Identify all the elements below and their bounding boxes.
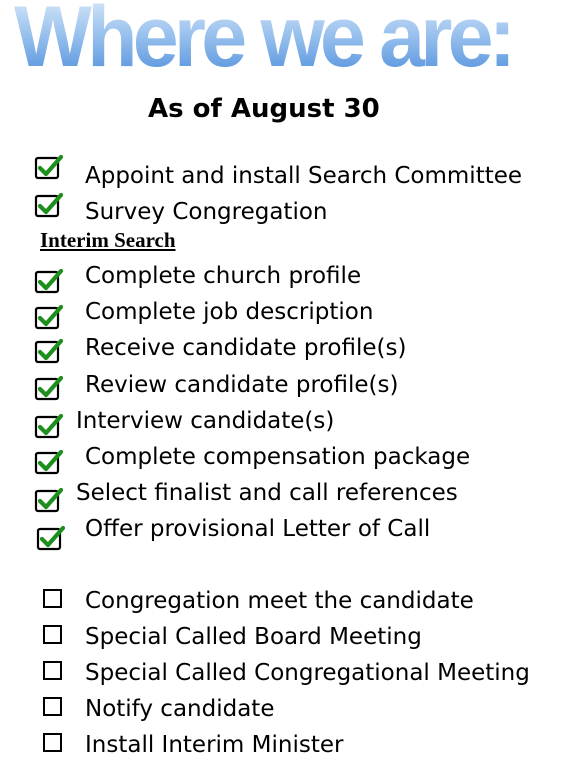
list-item: [0, 334, 585, 368]
unchecked-box-icon: [43, 661, 62, 680]
list-item: [0, 262, 585, 296]
item-label: Complete church profile: [85, 263, 362, 289]
item-label: Special Called Board Meeting: [85, 624, 422, 650]
unchecked-box-icon: [43, 625, 62, 644]
item-label: Select finalist and call references: [76, 480, 458, 506]
item-label: Appoint and install Search Committee: [85, 163, 523, 189]
list-item: [0, 198, 585, 232]
checked-box-icon: [34, 266, 62, 294]
list-item: [0, 298, 585, 332]
item-label: Complete compensation package: [85, 444, 471, 470]
unchecked-box-icon: [43, 697, 62, 716]
unchecked-box-icon: [43, 733, 62, 752]
item-label: Install Interim Minister: [85, 732, 344, 758]
item-label: Interview candidate(s): [76, 408, 335, 434]
checked-box-icon: [36, 523, 64, 551]
list-item: [0, 371, 585, 405]
unchecked-box-icon: [43, 589, 62, 608]
list-item: [0, 515, 585, 549]
item-label: Receive candidate profile(s): [85, 335, 407, 361]
list-item: [0, 695, 585, 729]
list-item: [0, 587, 585, 621]
checked-box-icon: [34, 190, 62, 218]
checked-box-icon: [34, 447, 62, 475]
checked-box-icon: [34, 411, 62, 439]
checked-box-icon: [34, 302, 62, 330]
page-title: Where we are:: [14, 0, 511, 80]
section-heading: Interim Search: [40, 228, 176, 252]
item-label: Special Called Congregational Meeting: [85, 660, 530, 686]
list-item: [0, 479, 585, 513]
list-item: [0, 407, 585, 441]
as-of-date: As of August 30: [148, 94, 380, 124]
list-item: [0, 659, 585, 693]
checked-box-icon: [34, 485, 62, 513]
item-label: Offer provisional Letter of Call: [85, 516, 431, 542]
item-label: Congregation meet the candidate: [85, 588, 474, 614]
checked-box-icon: [34, 336, 62, 364]
list-item: [0, 443, 585, 477]
item-label: Complete job description: [85, 299, 374, 325]
item-label: Survey Congregation: [85, 199, 328, 225]
checked-box-icon: [34, 373, 62, 401]
item-label: Review candidate profile(s): [85, 372, 399, 398]
list-item: [0, 162, 585, 196]
list-item: [0, 623, 585, 657]
checked-box-icon: [34, 152, 62, 180]
item-label: Notify candidate: [85, 696, 275, 722]
